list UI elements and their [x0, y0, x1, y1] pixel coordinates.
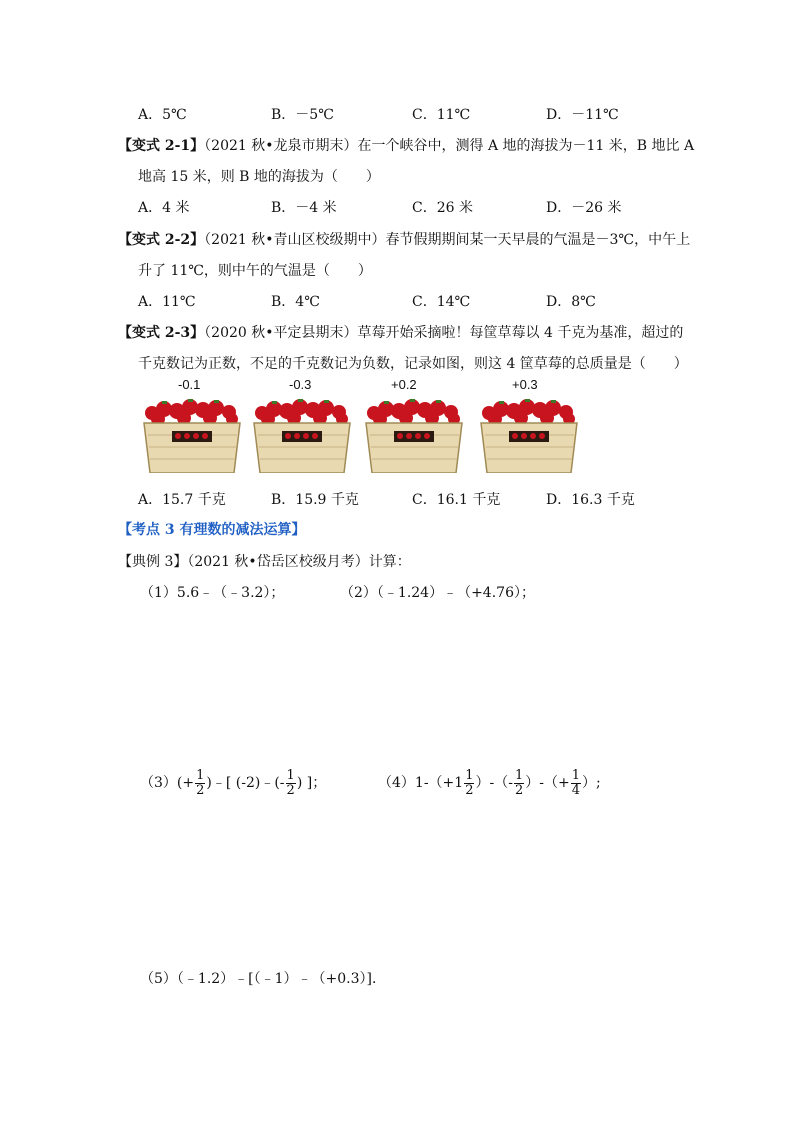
example-heading: 【典例 3】（2021 秋•岱岳区校级月考）计算： — [118, 554, 411, 570]
problem-3 — [140, 768, 326, 798]
option-a: A．5℃ — [138, 107, 187, 123]
question-line-1: （2021 秋•青山区校级期中）春节假期期间某一天早晨的气温是－3℃，中午上 — [204, 232, 691, 248]
option-a: A．4 米 — [138, 200, 190, 216]
expr-part: ）; — [581, 775, 601, 791]
strawberry-basket-image — [252, 397, 352, 473]
option-a: A．15.7 千克 — [138, 492, 226, 508]
strawberry-basket-image — [364, 397, 464, 473]
basket-weight-3: +0.2 — [391, 377, 417, 392]
problem-5: （5）（﹣1.2）﹣[（﹣1）﹣（+0.3）]． — [140, 971, 386, 987]
option-c: C．26 米 — [412, 200, 473, 216]
strawberry-basket-image — [142, 397, 242, 473]
fraction: $\frac{1}{2}$ — [514, 767, 524, 798]
variant-tag: 【变式 2-1】 — [118, 138, 205, 154]
option-d: D．8℃ — [546, 294, 596, 310]
option-d: D．－26 米 — [546, 200, 622, 216]
basket-weight-1: -0.1 — [178, 377, 201, 392]
option-b: B．－4 米 — [271, 200, 337, 216]
option-b: B．15.9 千克 — [271, 492, 359, 508]
problem-label: （3） — [140, 775, 177, 791]
strawberry-basket-image — [479, 397, 579, 473]
question-line-2: 地高 15 米，则 B 地的海拔为（ ） — [138, 169, 380, 185]
expr-part: ）-（+ — [525, 775, 570, 791]
expr-part: ) ]； — [296, 775, 327, 791]
variant-tag: 【变式 2-2】 — [118, 232, 205, 248]
option-a: A．11℃ — [138, 294, 196, 310]
expr-part: 1-（+1 — [414, 775, 464, 791]
problem-label: （4） — [378, 775, 415, 791]
problem-1: （1）5.6﹣（﹣3.2）； — [140, 585, 285, 601]
fraction: $\frac{1}{2}$ — [465, 767, 474, 798]
option-d: D．16.3 千克 — [546, 492, 635, 508]
basket-weight-2: -0.3 — [289, 377, 312, 392]
fraction: $\frac{1}{4}$ — [571, 767, 580, 798]
section-heading: 【考点 3 有理数的减法运算】 — [118, 522, 306, 538]
fraction: $\frac{1}{2}$ — [196, 767, 205, 798]
option-b: B．－5℃ — [271, 107, 334, 123]
problem-2: （2）（﹣1.24）﹣（+4.76）； — [340, 585, 535, 601]
option-b: B．4℃ — [271, 294, 320, 310]
expr-part: (+ — [176, 775, 195, 791]
option-c: C．11℃ — [412, 107, 471, 123]
question-line-1: （2021 秋•龙泉市期末）在一个峡谷中，测得 A 地的海拔为－11 米，B 地比 A — [204, 138, 695, 154]
question-line-1: （2020 秋•平定县期末）草莓开始采摘啦！每筐草莓以 4 千克为基准，超过的 — [204, 325, 684, 341]
option-d: D．－11℃ — [546, 107, 619, 123]
basket-weight-4: +0.3 — [512, 377, 538, 392]
option-c: C．14℃ — [412, 294, 471, 310]
question-line-2: 升了 11℃，则中午的气温是（ ） — [138, 263, 372, 279]
fraction: $\frac{1}{2}$ — [286, 767, 295, 798]
question-line-2: 千克数记为正数，不足的千克数记为负数，记录如图，则这 4 筐草莓的总质量是（ ） — [138, 356, 688, 372]
problem-4 — [378, 768, 601, 798]
variant-tag: 【变式 2-3】 — [118, 325, 205, 341]
option-c: C．16.1 千克 — [412, 492, 501, 508]
expr-part: ）-（- — [475, 775, 513, 791]
expr-part: )﹣[ (-2)﹣(- — [206, 775, 285, 791]
